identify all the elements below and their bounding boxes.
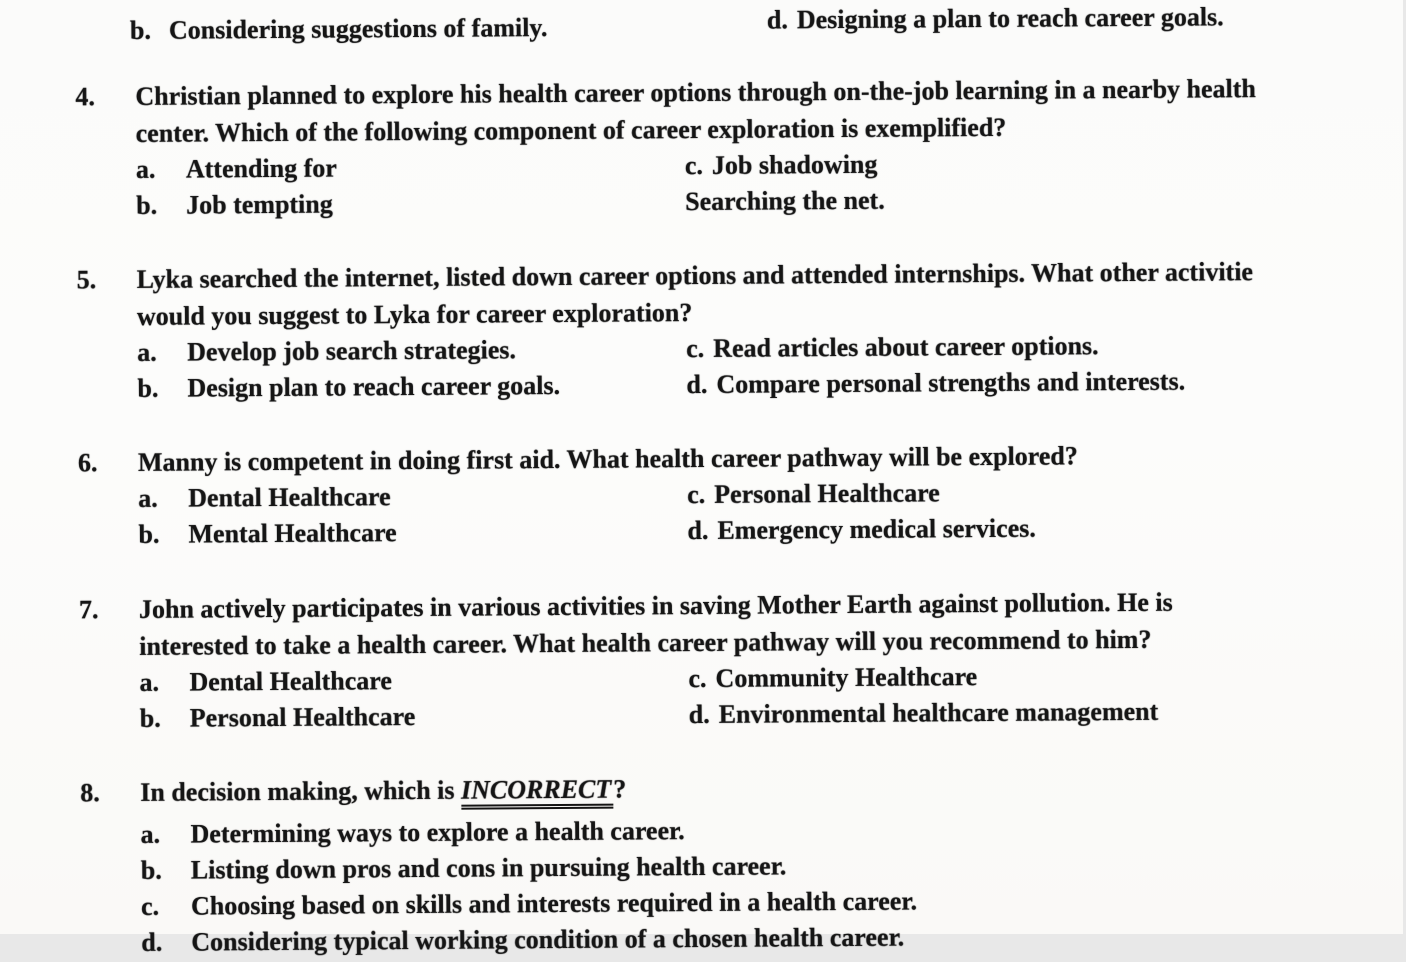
question-text-line: Christian planned to explore his health career options through on-the-job learning in a nearby health	[135, 74, 1256, 111]
option-text: Job shadowing	[711, 149, 878, 180]
question-text-line: Lyka searched the internet, listed down career options and attended internships. What other activitie	[136, 257, 1254, 294]
option-d-previous	[767, 0, 1224, 39]
question-number: 7.	[78, 595, 99, 625]
option-letter: c.	[688, 663, 707, 694]
option-d	[685, 179, 1401, 220]
question-text-line: would you suggest to Lyka for career exploration?	[136, 298, 693, 331]
option-b	[136, 184, 685, 224]
option-letter: b.	[138, 519, 160, 549]
option-text: Community Healthcare	[715, 662, 978, 693]
option-letter: d.	[686, 369, 708, 400]
option-c	[685, 143, 1401, 184]
option-text: Dental Healthcare	[188, 482, 391, 513]
option-a	[137, 331, 686, 371]
option-letter: c.	[684, 150, 704, 181]
option-c	[687, 472, 1403, 513]
option-text: Personal Healthcare	[189, 702, 416, 733]
options-row	[138, 508, 1403, 553]
question-title-suffix: ?	[613, 774, 627, 804]
options-row	[137, 362, 1402, 407]
option-letter: b.	[129, 15, 152, 45]
question-8	[80, 765, 1406, 961]
option-letter: a.	[139, 667, 160, 697]
option-text: Attending for	[185, 153, 337, 184]
option-text: Job tempting	[186, 189, 333, 220]
option-a	[138, 477, 687, 517]
option-b	[138, 513, 687, 553]
option-letter: a.	[140, 819, 161, 849]
options-row	[136, 179, 1401, 224]
question-3-options-row	[0, 0, 1400, 49]
question-text-line: center. Which of the following component of career exploration is exemplified?	[135, 112, 1007, 148]
option-text: Listing down pros and cons in pursuing health career.	[190, 851, 787, 885]
option-letter: d.	[688, 699, 710, 730]
option-letter: a.	[135, 154, 156, 184]
option-letter: c.	[687, 479, 706, 510]
option-text: Design plan to reach career goals.	[187, 370, 561, 403]
option-d	[689, 692, 1405, 733]
option-text: Dental Healthcare	[189, 666, 393, 697]
option-letter: d.	[766, 5, 788, 35]
question-number: 6.	[77, 448, 98, 478]
option-b	[137, 367, 686, 407]
option-letter: b.	[137, 373, 159, 403]
incorrect-emphasis: INCORRECT	[461, 775, 613, 810]
option-a	[139, 661, 688, 701]
option-text: Environmental healthcare management	[718, 696, 1159, 729]
option-text: Mental Healthcare	[188, 518, 397, 549]
question-text-line: Manny is competent in doing first aid. What health career pathway will be explored?	[137, 441, 1078, 477]
option-letter: b.	[140, 855, 162, 885]
option-text: Considering suggestions of family.	[168, 13, 548, 45]
option-text: Personal Healthcare	[714, 478, 940, 509]
option-b	[140, 697, 689, 737]
question-title	[140, 765, 1405, 811]
option-text: Develop job search strategies.	[187, 335, 517, 367]
option-letter: a.	[137, 337, 157, 367]
question-number: 4.	[75, 82, 96, 112]
question-text-line: interested to take a health career. What health career pathway will you recommend to him?	[139, 624, 1152, 661]
question-5	[76, 252, 1403, 407]
option-letter: b.	[136, 190, 158, 220]
options-list	[140, 808, 1406, 961]
option-letter: d.	[687, 515, 709, 546]
option-text: Choosing based on skills and interests required in a health career.	[190, 886, 918, 921]
question-4	[75, 69, 1401, 224]
question-7	[78, 582, 1405, 737]
option-letter: c.	[686, 333, 705, 364]
option-d	[687, 508, 1403, 549]
option-letter: a.	[138, 483, 158, 513]
question-6	[77, 435, 1404, 553]
option-c	[686, 326, 1402, 367]
option-text: Considering typical working condition of a chosen health career.	[191, 922, 905, 957]
option-d-clipped	[141, 916, 1406, 961]
option-letter: b.	[139, 703, 161, 733]
option-text: Read articles about career options.	[713, 331, 1099, 363]
option-text: Designing a plan to reach career goals.	[796, 2, 1224, 35]
option-d	[686, 362, 1402, 403]
option-text: Compare personal strengths and interests.	[716, 366, 1186, 399]
option-letter: d.	[141, 927, 163, 957]
option-a	[136, 148, 685, 188]
option-text: Determining ways to explore a health career.	[190, 816, 685, 849]
option-c	[688, 656, 1404, 697]
option-letter: c.	[140, 891, 160, 921]
question-number: 5.	[76, 265, 97, 295]
question-number: 8.	[80, 778, 100, 808]
option-b-previous	[130, 9, 548, 49]
option-text: Emergency medical services.	[717, 513, 1036, 545]
question-title-prefix: In decision making, which is	[140, 775, 462, 807]
option-text: Searching the net.	[685, 185, 885, 217]
question-text-line: John actively participates in various activities in saving Mother Earth against pollution. He is	[138, 587, 1173, 624]
options-row	[140, 692, 1405, 737]
